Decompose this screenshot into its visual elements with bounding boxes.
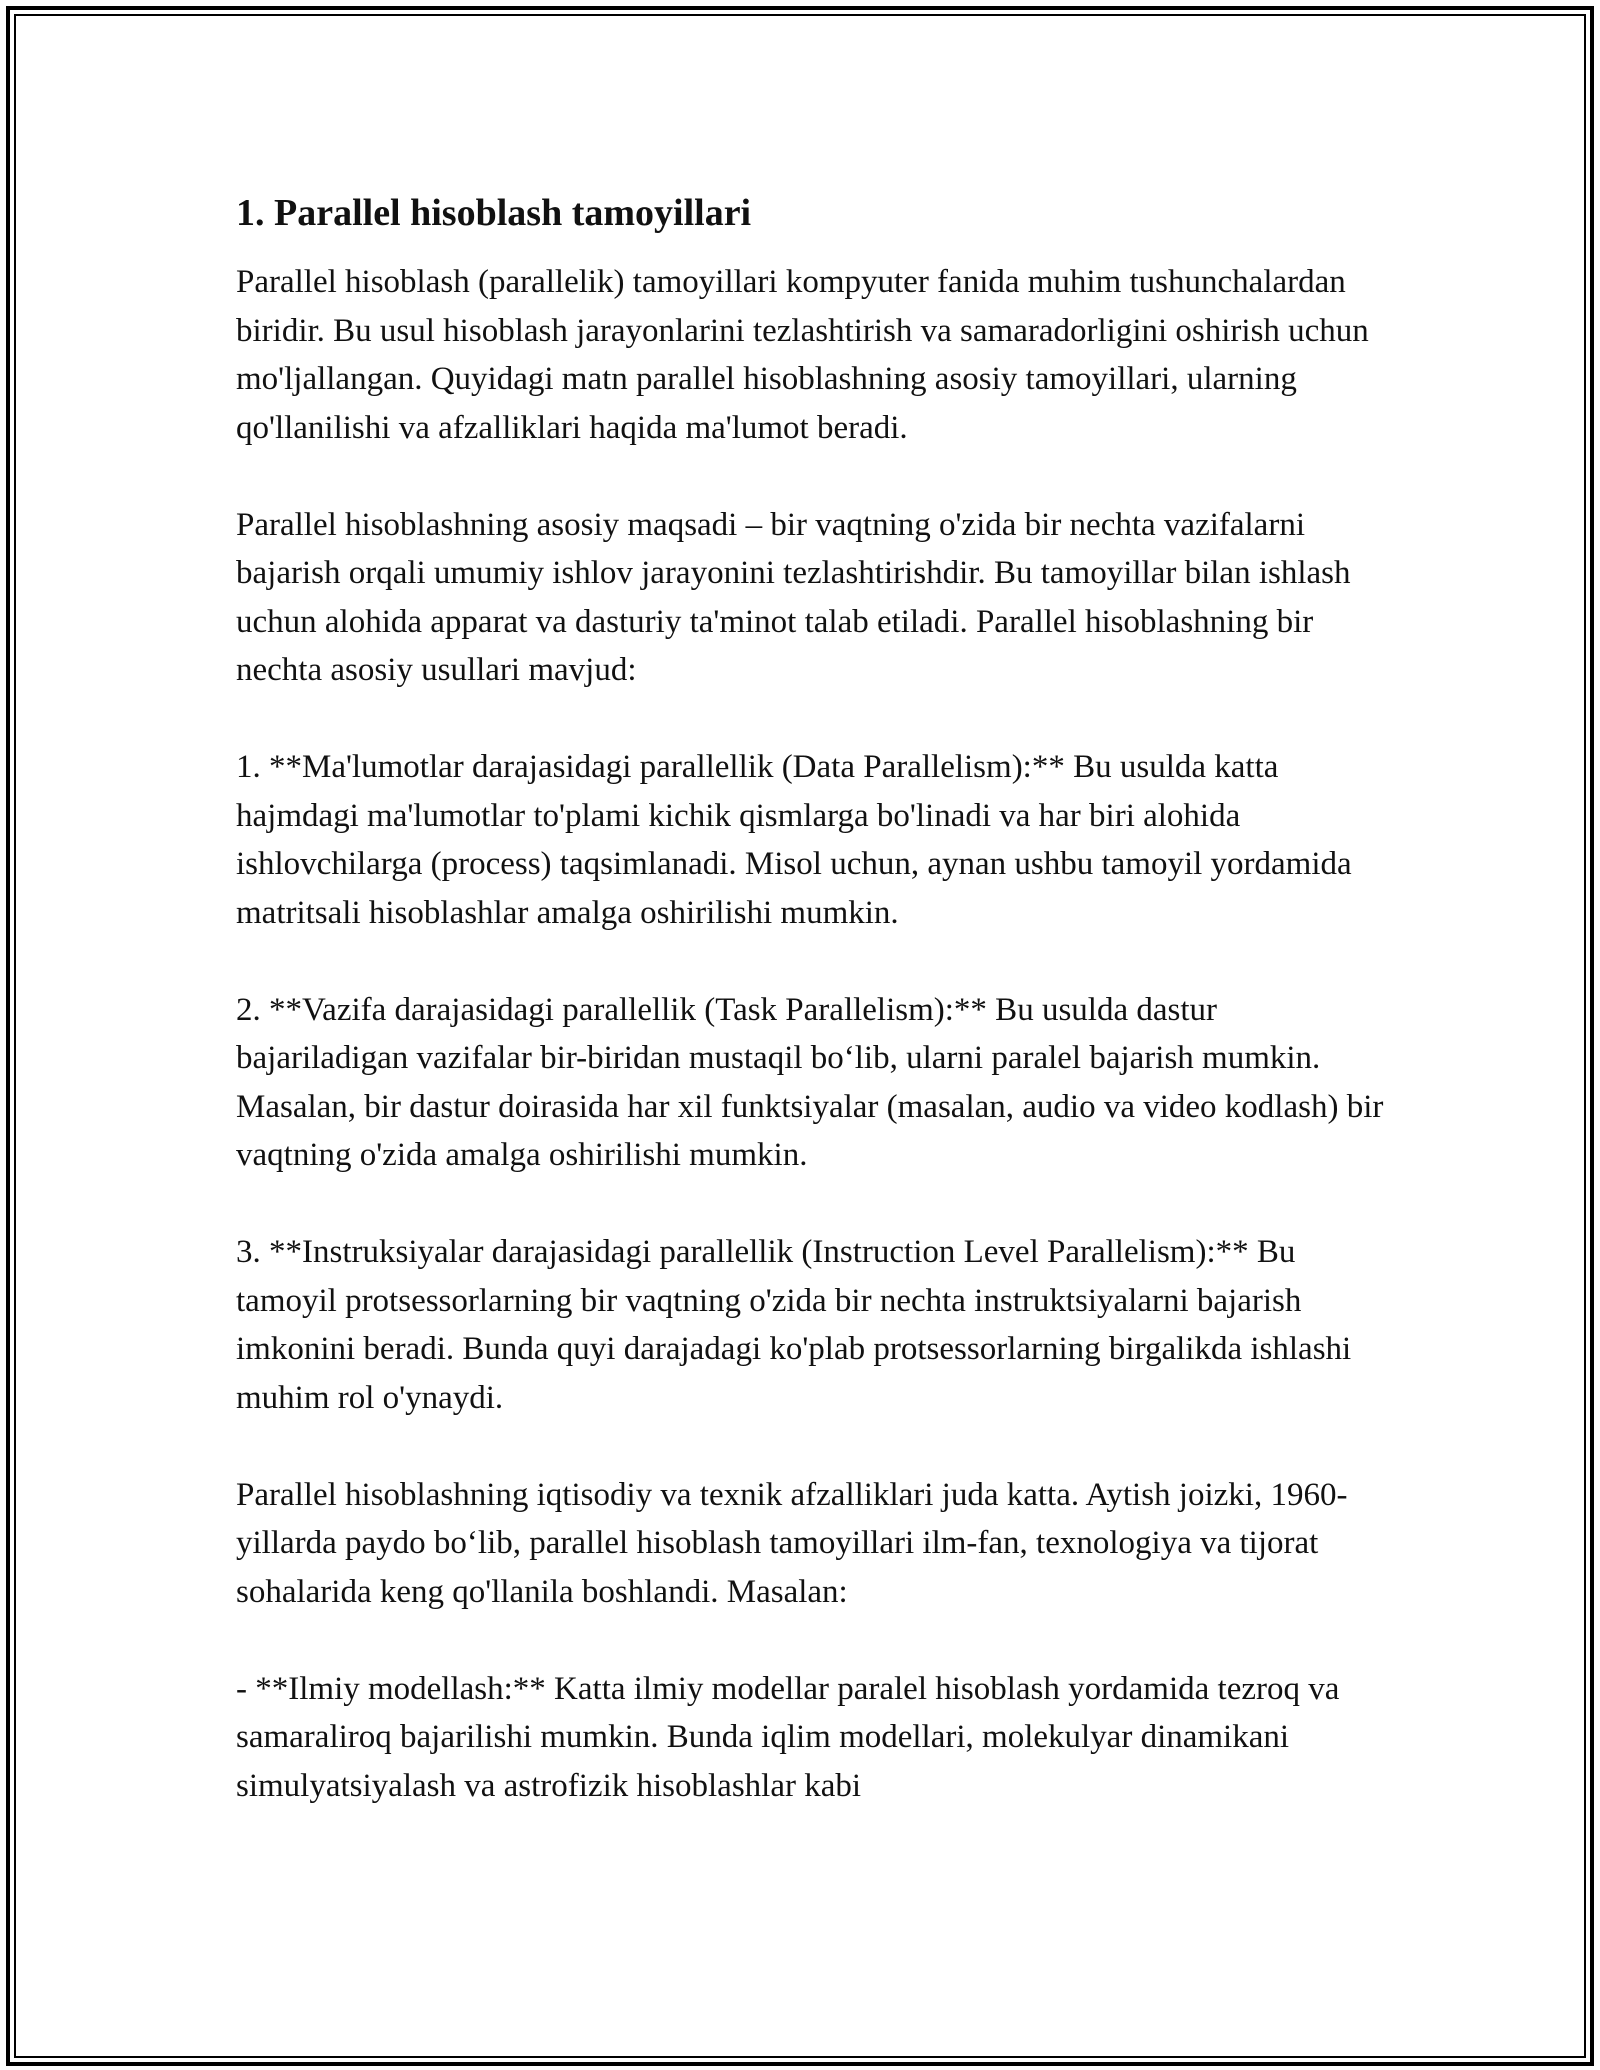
document-body (236, 186, 1386, 1810)
paragraph-task-parallelism: 2. **Vazifa darajasidagi parallellik (Task Parallelism):** Bu usulda dastur bajariladigan vazifalar bir-biridan mustaqil bo‘lib, ularni paralel bajarish mumkin. Masalan, bir dastur doirasida har xil funktsiyalar (masalan, audio va video kodlash) bir vaqtning o'zida amalga oshirilishi mumkin. (236, 991, 1384, 1173)
paragraph-goal: Parallel hisoblashning asosiy maqsadi – bir vaqtning o'zida bir nechta vazifalarni bajarish orqali umumiy ishlov jarayonini tezlashtirishdir. Bu tamoyillar bilan ishlash uchun alohida apparat va dasturiy ta'minot talab etiladi. Parallel hisoblashning bir nechta asosiy usullari mavjud: (236, 506, 1351, 688)
paragraph-intro: Parallel hisoblash (parallelik) tamoyillari kompyuter fanida muhim tushunchalardan biridir. Bu usul hisoblash jarayonlarini tezlashtirish va samaradorligini oshirish uchun mo'ljallangan. Quyidagi matn parallel hisoblashning asosiy tamoyillari, ularning qo'llanilishi va afzalliklari haqida ma'lumot beradi. (236, 264, 1369, 446)
paragraph-advantages: Parallel hisoblashning iqtisodiy va texnik afzalliklari juda katta. Aytish joizki, 1960-yillarda paydo bo‘lib, parallel hisoblash tamoyillari ilm-fan, texnologiya va tijorat sohalarida keng qo'llanila boshlandi. Masalan: (236, 1476, 1348, 1610)
paragraph-instruction-parallelism: 3. **Instruksiyalar darajasidagi parallellik (Instruction Level Parallelism):** Bu tamoyil protsessorlarning bir vaqtning o'zida bir nechta instruktsiyalarni bajarish imkonini beradi. Bunda quyi darajadagi ko'plab protsessorlarning birgalikda ishlashi muhim rol o'ynaydi. (236, 1234, 1352, 1416)
paragraph-scientific-modeling: - **Ilmiy modellash:** Katta ilmiy modellar paralel hisoblash yordamida tezroq va samaraliroq bajarilishi mumkin. Bunda iqlim modellari, molekulyar dinamikani simulyatsiyalash va astrofizik hisoblashlar kabi (236, 1670, 1340, 1804)
paragraph-data-parallelism: 1. **Ma'lumotlar darajasidagi parallellik (Data Parallelism):** Bu usulda katta hajmdagi ma'lumotlar to'plami kichik qismlarga bo'linadi va har biri alohida ishlovchilarga (process) taqsimlanadi. Misol uchun, aynan ushbu tamoyil yordamida matritsali hisoblashlar amalga oshirilishi mumkin. (236, 749, 1352, 931)
section-heading: 1. Parallel hisoblash tamoyillari (236, 192, 752, 234)
